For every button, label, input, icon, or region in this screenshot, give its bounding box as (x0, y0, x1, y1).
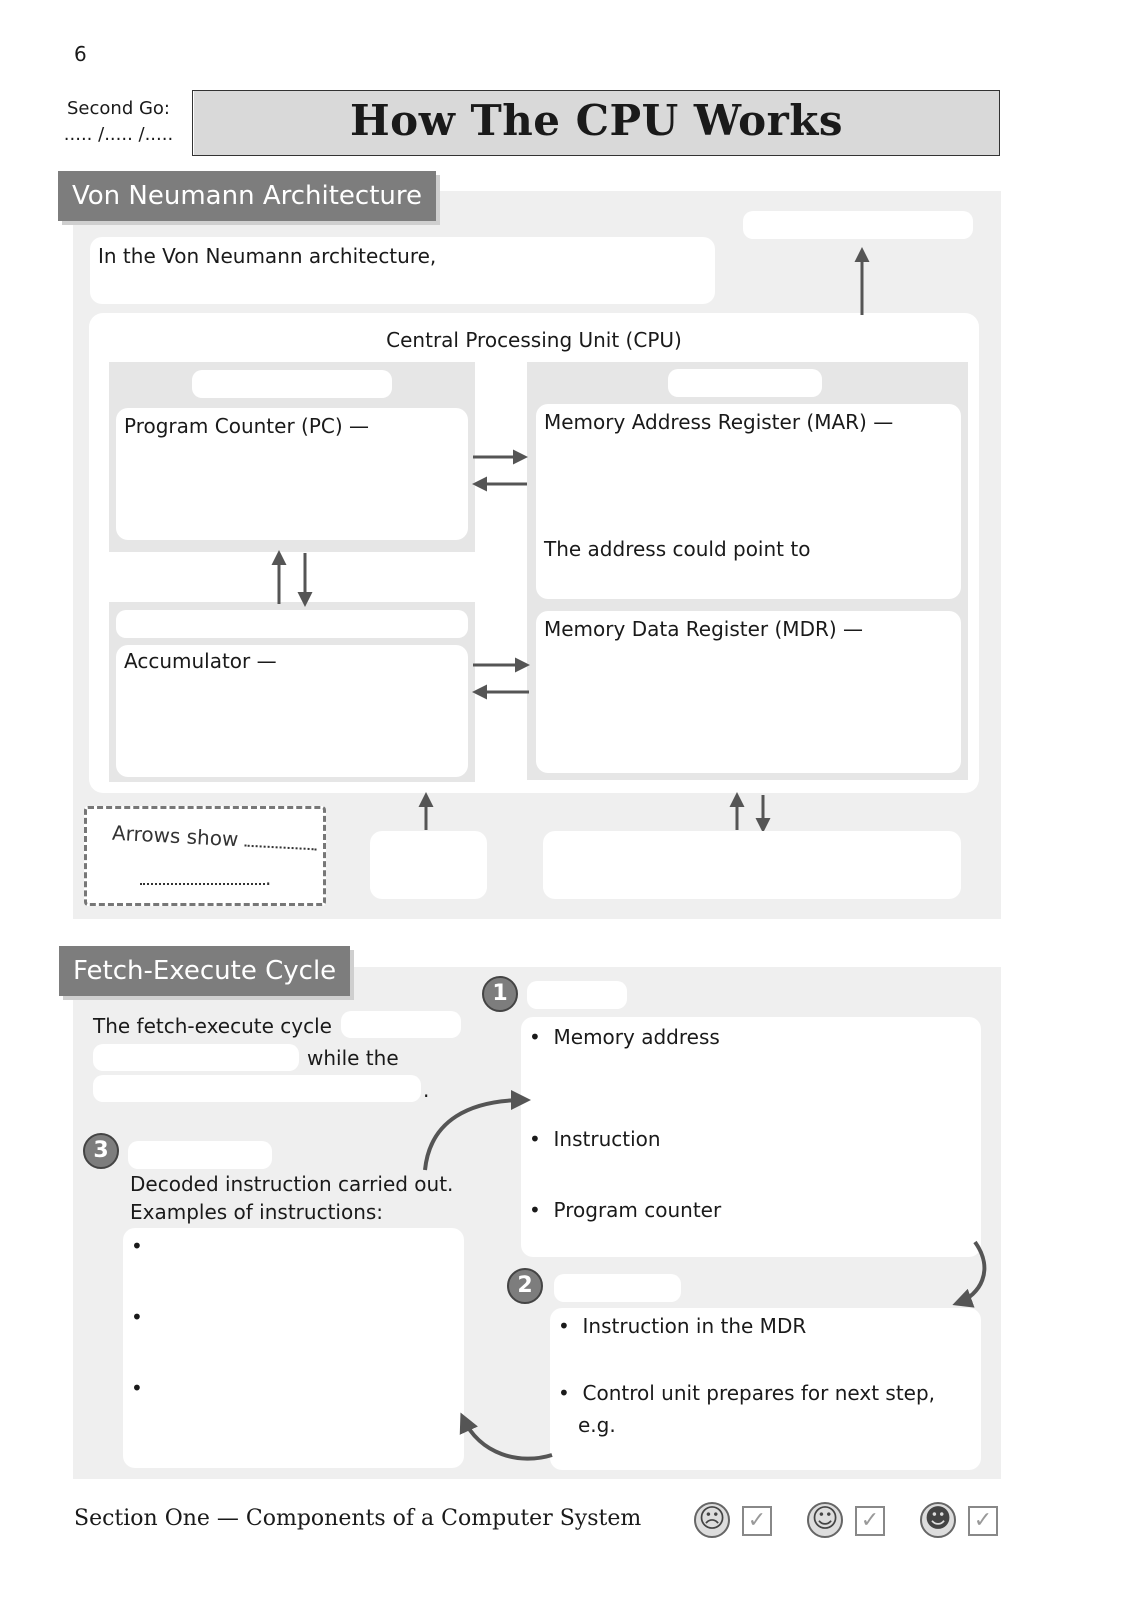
fetch-execute-tab: Fetch-Execute Cycle (59, 946, 350, 996)
step-3-text-1: Decoded instruction carried out. (130, 1172, 454, 1196)
mar-address-text: The address could point to (544, 537, 811, 561)
arrows-note-prefix: Arrows show (112, 821, 318, 856)
step-2-badge: 2 (507, 1268, 543, 1304)
step-2-item-control-unit: • Control unit prepares for next step, (558, 1381, 936, 1405)
step-1-item-memory-address: • Memory address (529, 1025, 720, 1049)
checkbox-icon[interactable]: ✓ (968, 1506, 998, 1536)
sad-face-icon: ☹ (694, 1502, 730, 1538)
arrows-note-line2: . (140, 866, 271, 890)
step-1-item-program-counter: • Program counter (529, 1198, 722, 1222)
neutral-face-icon: ☺ (807, 1502, 843, 1538)
fetch-intro-end: . (423, 1078, 430, 1102)
second-go-label: Second Go: (67, 98, 170, 119)
curved-arrow-icon (463, 1418, 552, 1459)
curved-arrow-icon (958, 1242, 984, 1303)
page-title: How The CPU Works (350, 96, 843, 145)
step-3-text-2: Examples of instructions: (130, 1200, 384, 1224)
curved-arrow-icon (425, 1100, 525, 1170)
von-neumann-tab: Von Neumann Architecture (58, 171, 436, 221)
fetch-intro-part2: while the (307, 1046, 399, 1070)
step-3-badge: 3 (83, 1133, 119, 1169)
page-number: 6 (74, 42, 87, 66)
pc-label: Program Counter (PC) — (124, 414, 370, 438)
second-go-date[interactable]: ..... /..... /..... (63, 124, 174, 145)
happy-face-icon: ☻ (920, 1502, 956, 1538)
intro-text: In the Von Neumann architecture, (98, 244, 437, 268)
step-2-item-eg: e.g. (578, 1413, 616, 1437)
fetch-intro-part1: The fetch-execute cycle (93, 1014, 332, 1038)
cpu-label: Central Processing Unit (CPU) (386, 328, 682, 352)
step-2-item-instruction-mdr: • Instruction in the MDR (558, 1314, 807, 1338)
step-1-item-instruction: • Instruction (529, 1127, 661, 1151)
mdr-label: Memory Data Register (MDR) — (544, 617, 864, 641)
checkbox-icon[interactable]: ✓ (855, 1506, 885, 1536)
step-3-bullet-2: • (131, 1305, 143, 1329)
checkbox-icon[interactable]: ✓ (742, 1506, 772, 1536)
mar-label: Memory Address Register (MAR) — (544, 410, 894, 434)
step-1-badge: 1 (482, 976, 518, 1012)
footer-section-text: Section One — Components of a Computer System (74, 1506, 642, 1531)
accumulator-label: Accumulator — (124, 649, 277, 673)
step-3-bullet-3: • (131, 1376, 143, 1400)
step-3-bullet-1: • (131, 1234, 143, 1258)
